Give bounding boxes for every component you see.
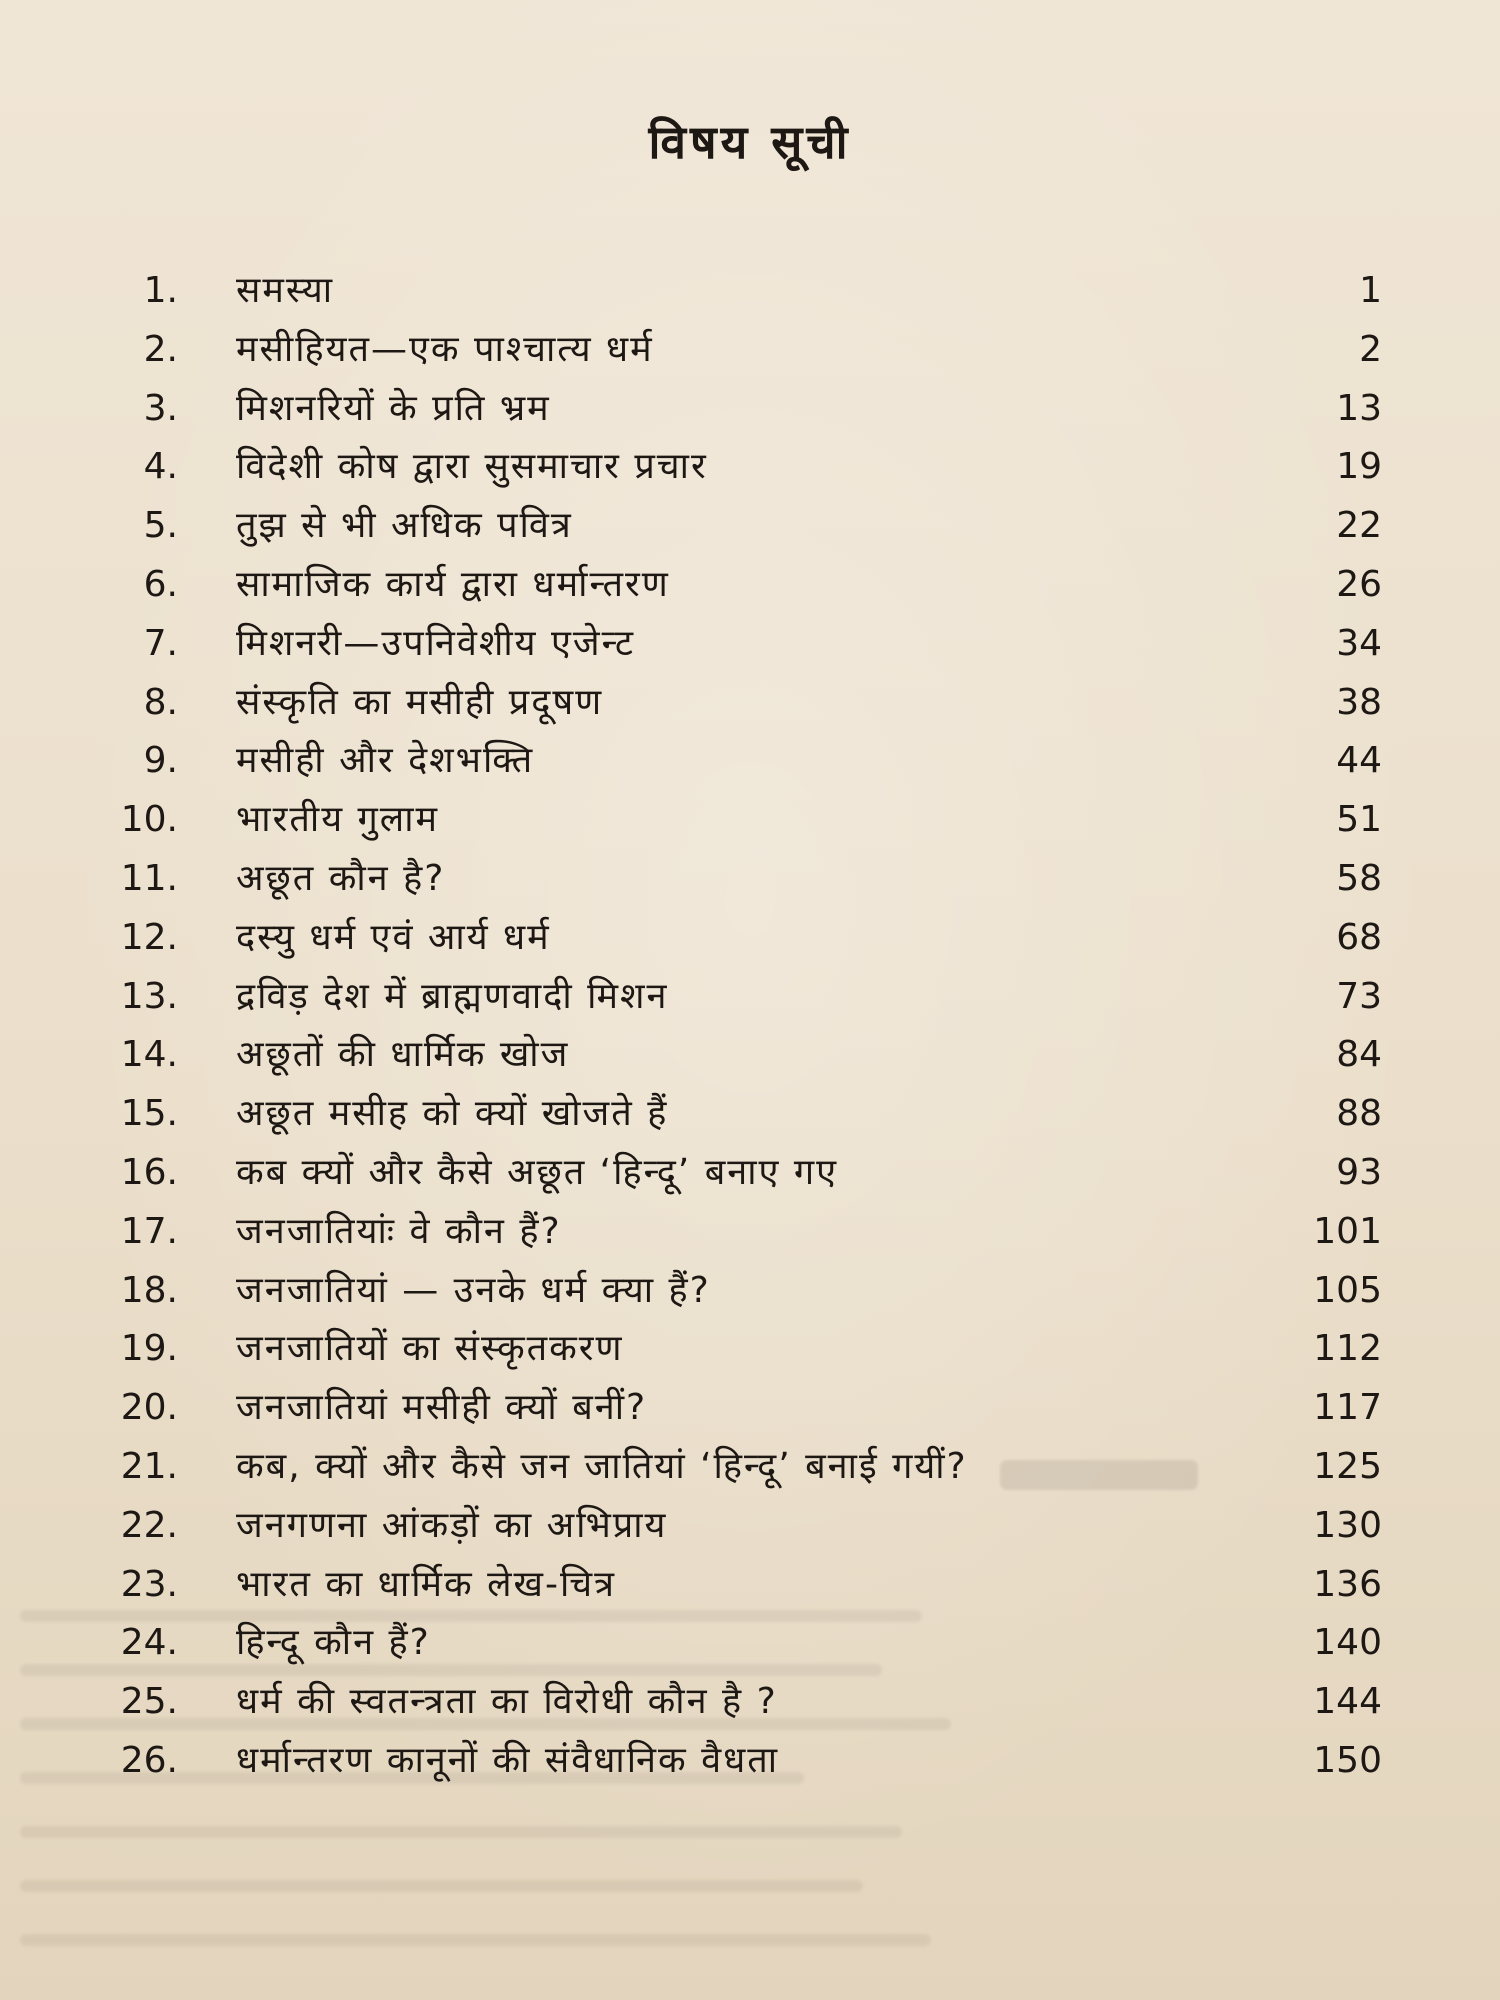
toc-entry-number: 23. [120,1563,178,1605]
toc-entry-page-number: 144 [1313,1681,1382,1723]
toc-entry-page-number: 26 [1336,563,1382,605]
toc-entry-title: मसीही और देशभक्ति [236,740,535,782]
toc-entry-page-number: 140 [1313,1622,1382,1664]
toc-entry [0,262,1500,321]
toc-entry [0,1732,1500,1791]
toc-entry [0,1497,1500,1556]
toc-entry-page-number: 19 [1336,446,1382,488]
toc-entry-title: अछूत कौन है? [236,857,446,899]
toc-entry-page-number: 13 [1336,387,1382,429]
toc-entry-number: 18. [120,1269,178,1311]
toc-entry-title: द्रविड़ देश में ब्राह्मणवादी मिशन [236,975,669,1017]
toc-entry-number: 2. [143,328,178,370]
toc-entry-title: कब, क्यों और कैसे जन जातियां ‘हिन्दू’ बनाई गयीं? [236,1445,968,1487]
toc-entry-number: 5. [143,505,178,547]
toc-entry-number: 4. [143,446,178,488]
toc-entry-page-number: 93 [1336,1151,1382,1193]
toc-entry-page-number: 22 [1336,505,1382,547]
toc-entry-number: 13. [120,975,178,1017]
toc-entry-title: विदेशी कोष द्वारा सुसमाचार प्रचार [236,446,708,488]
toc-entry-title: मिशनरी—उपनिवेशीय एजेन्ट [236,622,636,664]
toc-entry [0,615,1500,674]
toc-entry-number: 16. [120,1151,178,1193]
toc-entry-number: 12. [120,916,178,958]
toc-entry-number: 11. [120,857,178,899]
toc-entry-number: 3. [143,387,178,429]
toc-entry-page-number: 1 [1359,270,1382,311]
toc-entry-title: मिशनरियों के प्रति भ्रम [236,387,551,429]
toc-entry-page-number: 88 [1336,1093,1382,1135]
toc-entry-number: 22. [120,1504,178,1546]
toc-entry-title: जनजातियांः वे कौन हैं? [236,1210,562,1252]
toc-entry-title: तुझ से भी अधिक पवित्र [236,505,573,547]
toc-entry-page-number: 68 [1336,916,1382,958]
toc-entry [0,732,1500,791]
toc-entry-title: जनजातियों का संस्कृतकरण [236,1328,624,1370]
toc-entry-title: अछूत मसीह को क्यों खोजते हैं [236,1093,669,1135]
toc-entry-number: 21. [120,1445,178,1487]
table-of-contents [0,262,1500,1791]
toc-entry [0,438,1500,497]
toc-entry [0,1203,1500,1262]
toc-entry [0,909,1500,968]
toc-entry [0,1673,1500,1732]
toc-entry-number: 7. [143,622,178,664]
toc-entry-number: 10. [120,799,178,841]
toc-entry [0,850,1500,909]
toc-entry-number: 6. [143,563,178,605]
toc-entry-page-number: 150 [1313,1739,1382,1781]
toc-entry-page-number: 73 [1336,975,1382,1017]
toc-entry [0,1614,1500,1673]
toc-entry-page-number: 125 [1313,1445,1382,1487]
toc-entry-title: कब क्यों और कैसे अछूत ‘हिन्दू’ बनाए गए [236,1151,839,1193]
toc-entry-number: 24. [120,1622,178,1664]
toc-entry-title: अछूतों की धार्मिक खोज [236,1034,570,1076]
toc-entry-title: धर्म की स्वतन्त्रता का विरोधी कौन है ? [236,1681,778,1723]
toc-entry-page-number: 136 [1313,1563,1382,1605]
toc-entry [0,674,1500,733]
toc-entry [0,1262,1500,1321]
toc-entry-page-number: 101 [1313,1210,1382,1252]
toc-entry-page-number: 34 [1336,622,1382,664]
toc-entry-number: 19. [120,1328,178,1370]
toc-entry [0,497,1500,556]
toc-entry-number: 8. [143,681,178,723]
toc-entry-title: जनगणना आंकड़ों का अभिप्राय [236,1504,668,1546]
toc-entry-title: समस्या [236,270,335,311]
toc-entry-page-number: 38 [1336,681,1382,723]
toc-entry-title: संस्कृति का मसीही प्रदूषण [236,681,604,723]
toc-entry [0,556,1500,615]
toc-entry-title: जनजातियां मसीही क्यों बनीं? [236,1387,648,1429]
toc-entry-title: भारतीय गुलाम [236,799,440,841]
toc-entry-number: 25. [120,1681,178,1723]
toc-entry-number: 15. [120,1093,178,1135]
toc-entry [0,1026,1500,1085]
toc-entry-page-number: 105 [1313,1269,1382,1311]
toc-entry-number: 20. [120,1387,178,1429]
toc-entry-page-number: 84 [1336,1034,1382,1076]
toc-entry-number: 14. [120,1034,178,1076]
toc-entry [0,1085,1500,1144]
toc-entry [0,1320,1500,1379]
toc-entry-title: हिन्दू कौन हैं? [236,1622,431,1664]
toc-entry-number: 9. [143,740,178,782]
page-title: विषय सूची [648,115,852,169]
toc-entry-page-number: 44 [1336,740,1382,782]
toc-entry-number: 17. [120,1210,178,1252]
toc-entry [0,1438,1500,1497]
toc-entry [0,968,1500,1027]
toc-entry-page-number: 112 [1313,1328,1382,1370]
toc-entry-page-number: 117 [1313,1387,1382,1429]
toc-entry-page-number: 58 [1336,857,1382,899]
toc-entry-number: 1. [143,270,178,311]
toc-entry-page-number: 51 [1336,799,1382,841]
toc-entry-title: भारत का धार्मिक लेख-चित्र [236,1563,617,1605]
toc-entry [0,321,1500,380]
toc-entry-title: दस्यु धर्म एवं आर्य धर्म [236,916,551,958]
toc-entry-page-number: 2 [1359,328,1382,370]
toc-entry-title: सामाजिक कार्य द्वारा धर्मान्तरण [236,563,670,605]
toc-entry [0,1379,1500,1438]
toc-entry-title: मसीहियत—एक पाश्चात्य धर्म [236,328,654,370]
toc-entry [0,1556,1500,1615]
toc-entry-page-number: 130 [1313,1504,1382,1546]
toc-entry [0,791,1500,850]
toc-entry [0,1144,1500,1203]
toc-entry-title: धर्मान्तरण कानूनों की संवैधानिक वैधता [236,1739,780,1781]
toc-entry-title: जनजातियां — उनके धर्म क्या हैं? [236,1269,711,1311]
toc-entry [0,380,1500,439]
toc-entry-number: 26. [120,1739,178,1781]
